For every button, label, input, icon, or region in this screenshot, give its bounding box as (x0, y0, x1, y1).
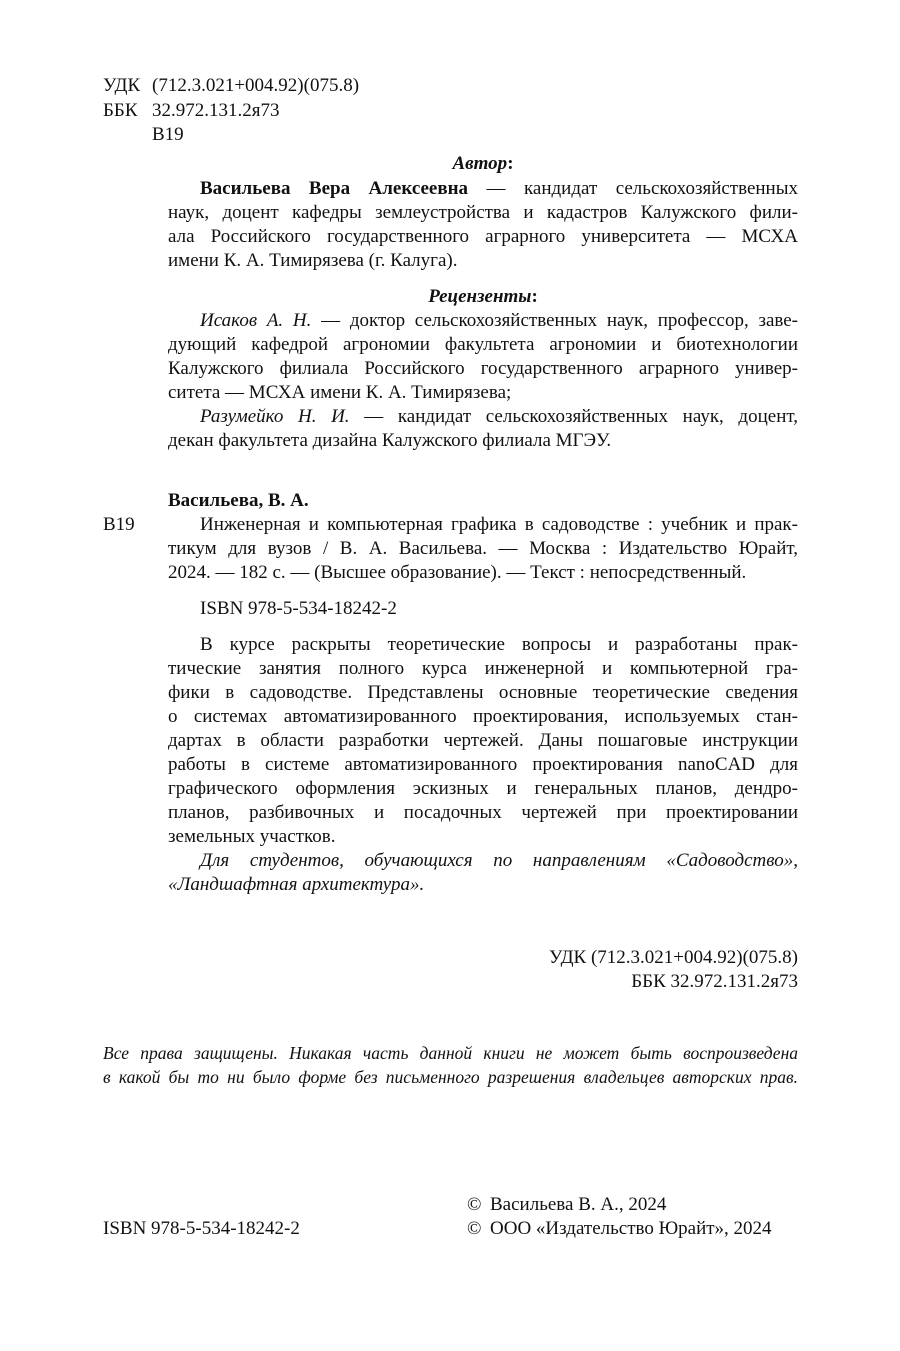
bbk-label: ББК (103, 100, 138, 121)
reviewers-heading-text: Рецензенты (428, 286, 532, 307)
reviewer2-desc-1: — кандидат сельскохозяйственных наук, доцент, (349, 406, 798, 427)
annotation-line-1: В курсе раскрыты теоретические вопросы и разработаны прак- (200, 634, 798, 655)
reviewer1-line-2: дующий кафедрой агрономии факультета агрономии и биотехнологии (168, 334, 798, 355)
annotation-line-3: фики в садоводстве. Представлены основные теоретические сведения (168, 682, 798, 703)
footer-isbn: ISBN 978-5-534-18242-2 (103, 1218, 300, 1239)
reviewers-heading (168, 285, 798, 309)
rights-line-2: в какой бы то ни было форме без письменного разрешения владельцев авторских прав. (103, 1067, 798, 1087)
annotation-line-6: работы в системе автоматизированного проектирования nanoCAD для (168, 754, 798, 775)
catalog-sign: В19 (103, 514, 135, 535)
author-line-2: наук, доцент кафедры землеустройства и кадастров Калужского фили- (168, 202, 798, 223)
author-line-3: ала Российского государственного аграрного университета — МСХА (168, 226, 798, 247)
author-heading (168, 152, 798, 176)
annotation-line-5: дартах в области разработки чертежей. Даны пошаговые инструкции (168, 730, 798, 751)
annotation-line-8: планов, разбивочных и посадочных чертежей при проектировании (168, 802, 798, 823)
rights-line-1: Все права защищены. Никакая часть данной книги не может быть воспроизведена (103, 1043, 798, 1063)
audience-line-2: «Ландшафтная архитектура». (168, 874, 425, 895)
catalog-line-1: Инженерная и компьютерная графика в садоводстве : учебник и прак- (200, 514, 798, 535)
author-line-1 (200, 177, 798, 201)
annotation-line-7: графического оформления эскизных и генеральных планов, дендро- (168, 778, 798, 799)
catalog-isbn: ISBN 978-5-534-18242-2 (200, 598, 397, 619)
author-line-4: имени К. А. Тимирязева (г. Калуга). (168, 250, 458, 271)
audience-line-1: Для студентов, обучающихся по направлениям «Садоводство», (200, 850, 798, 871)
annotation-line-9: земельных участков. (168, 826, 336, 847)
copyright-symbol-2: © (467, 1218, 482, 1239)
catalog-line-2: тикум для вузов / В. А. Васильева. — Москва : Издательство Юрайт, (168, 538, 798, 559)
bbk-value: 32.972.131.2я73 (152, 100, 280, 121)
reviewer1-name: Исаков А. Н. (200, 310, 312, 331)
reviewer2-name: Разумейко Н. И. (200, 406, 350, 427)
copyright-symbol-1: © (467, 1194, 482, 1215)
annotation-line-2: тические занятия полного курса инженерной и компьютерной гра- (168, 658, 798, 679)
udk-value: (712.3.021+004.92)(075.8) (152, 75, 360, 96)
annotation-line-4: о системах автоматизированного проектирования, используемых стан- (168, 706, 798, 727)
reviewer1-line-1 (200, 309, 798, 333)
reviewer1-desc-1: — доктор сельскохозяйственных наук, профессор, заве- (311, 310, 798, 331)
catalog-heading: Васильева, В. А. (168, 490, 309, 511)
reviewers-heading-colon: : (531, 286, 538, 307)
bbk-right: ББК 32.972.131.2я73 (631, 971, 798, 992)
udk-label: УДК (103, 75, 141, 96)
reviewer1-line-4: ситета — МСХА имени К. А. Тимирязева; (168, 382, 512, 403)
author-desc-1: — кандидат сельскохозяйственных (468, 178, 798, 199)
copyright-author: Васильева В. А., 2024 (490, 1194, 667, 1215)
author-sign: В19 (152, 124, 184, 145)
author-name: Васильева Вера Алексеевна (200, 178, 469, 199)
copyright-publisher: ООО «Издательство Юрайт», 2024 (490, 1218, 772, 1239)
reviewer2-line-1 (200, 405, 798, 429)
author-heading-colon: : (507, 153, 514, 174)
reviewer2-line-2: декан факультета дизайна Калужского филиала МГЭУ. (168, 430, 612, 451)
udk-right: УДК (712.3.021+004.92)(075.8) (549, 947, 798, 968)
author-heading-text: Автор (452, 153, 508, 174)
catalog-line-3: 2024. — 182 с. — (Высшее образование). — Текст : непосредственный. (168, 562, 747, 583)
reviewer1-line-3: Калужского филиала Российского государственного аграрного универ- (168, 358, 798, 379)
